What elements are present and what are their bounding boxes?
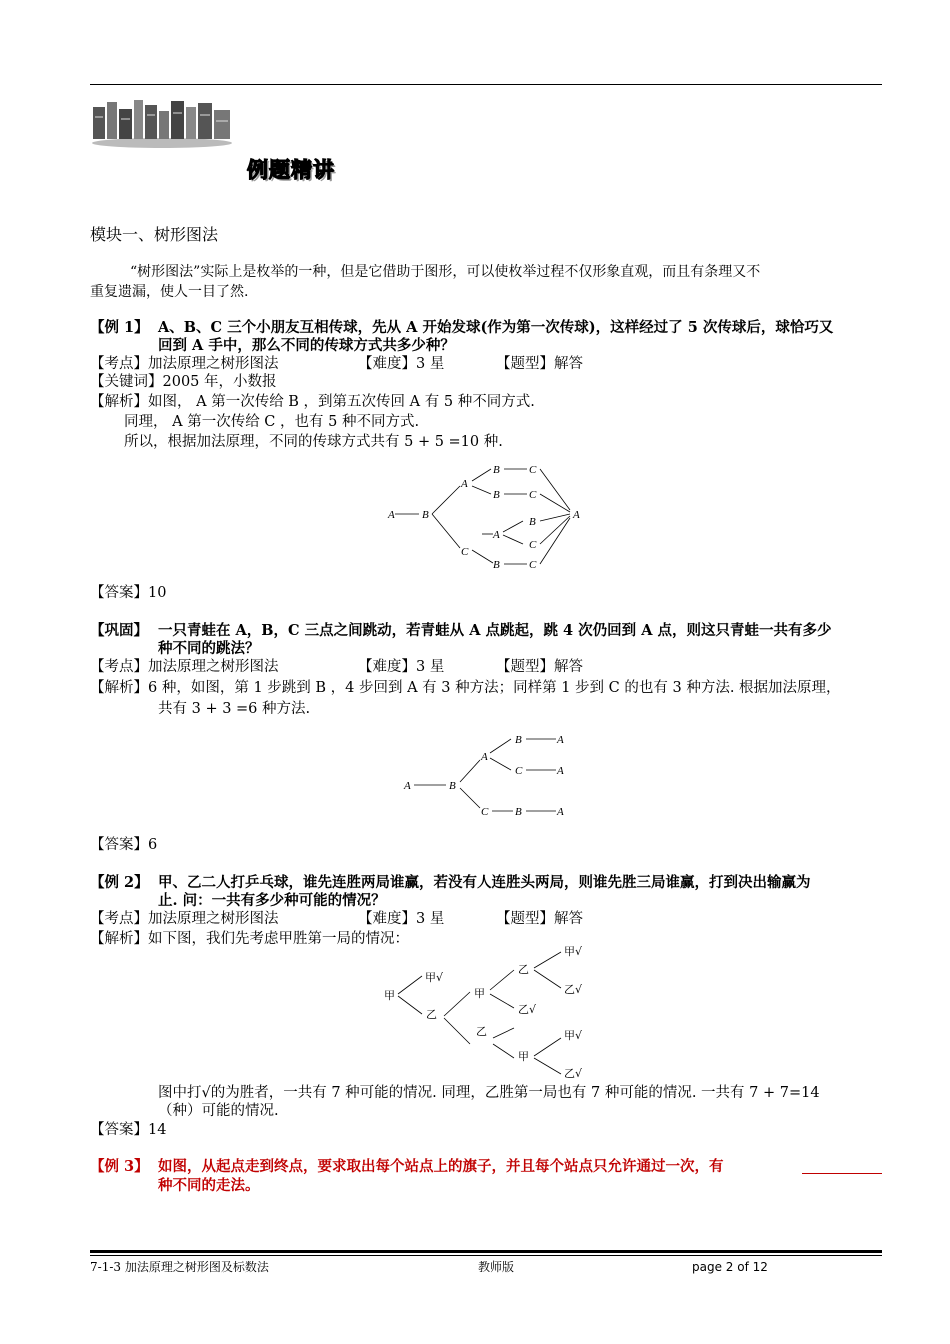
top-rule xyxy=(90,84,882,85)
footer-center: 教师版 xyxy=(478,1260,515,1274)
consolidate-tree-node-2: B xyxy=(449,780,456,792)
books-logo-icon xyxy=(90,97,235,149)
ex2-tree-node-10: 甲 xyxy=(518,1050,529,1063)
ex3-answer-blank xyxy=(802,1173,882,1174)
consolidate-tree-node-10: A xyxy=(557,806,564,818)
ex2-tree-node-9: 乙√ xyxy=(518,1003,537,1016)
ex1-nandu: 【难度】3 星 xyxy=(358,356,445,372)
ex2-tree-node-12: 乙√ xyxy=(564,1067,583,1080)
ex2-tree-node-11: 甲√ xyxy=(564,1029,583,1042)
ex2-tree-node-2: 甲√ xyxy=(425,971,444,984)
ex1-tree-node-3: A xyxy=(461,478,468,490)
ex2-label: 【例 2】 xyxy=(90,874,149,891)
ex1-tree-node-4: C xyxy=(461,546,469,558)
ex1-analysis-1: 【解析】如图， A 第一次传给 B ，到第五次传回 A 有 5 种不同方式. xyxy=(90,394,535,410)
ex1-tree-node-13: C xyxy=(529,559,537,571)
ex2-question-line-1: 甲、乙二人打乒乓球，谁先连胜两局谁赢，若没有人连胜头两局，则谁先胜三局谁赢，打到决出输赢为 xyxy=(158,874,811,891)
footer-left: 7-1-3 加法原理之树形图及标数法 xyxy=(90,1260,269,1274)
ex2-tree-node-4: 甲 xyxy=(474,987,485,1000)
consolidate-kaodian: 【考点】加法原理之树形图法 xyxy=(90,659,279,675)
ex1-tree-node-1: A xyxy=(388,509,395,521)
ex2-nandu: 【难度】3 星 xyxy=(358,911,445,927)
ex1-tree-node-5: B xyxy=(493,464,500,476)
ex2-tixing: 【题型】解答 xyxy=(496,911,583,927)
consolidate-analysis-1: 【解析】6 种，如图，第 1 步跳到 B ，4 步回到 A 有 3 种方法；同样第 1 步到 C 的也有 3 种方法. 根据加法原理， xyxy=(90,680,841,696)
ex1-tree-node-14: A xyxy=(573,509,580,521)
consolidate-nandu: 【难度】3 星 xyxy=(358,659,445,675)
ex1-tree-node-7: B xyxy=(493,489,500,501)
consolidate-tixing: 【题型】解答 xyxy=(496,659,583,675)
ex1-tree-node-8: C xyxy=(529,489,537,501)
consolidate-question-line-1: 一只青蛙在 A，B，C 三点之间跳动，若青蛙从 A 点跳起，跳 4 次仍回到 A 点，则这只青蛙一共有多少 xyxy=(158,622,832,639)
consolidate-tree-node-7: A xyxy=(557,765,564,777)
ex3-question-line-1: 如图，从起点走到终点，要求取出每个站点上的旗子，并且每个站点只允许通过一次，有 xyxy=(158,1158,724,1175)
ex1-label: 【例 1】 xyxy=(90,319,149,336)
footer-rule-thin xyxy=(90,1255,882,1256)
consolidate-question-line-2: 种不同的跳法？ xyxy=(158,640,260,657)
consolidate-tree-node-6: C xyxy=(515,765,523,777)
ex2-tree-node-6: 甲√ xyxy=(564,945,583,958)
ex2-tree-node-8: 乙 xyxy=(476,1025,487,1038)
footer-right: page 2 of 12 xyxy=(692,1260,768,1274)
ex2-tree-node-5: 乙 xyxy=(518,963,529,976)
consolidate-tree-node-4: B xyxy=(515,734,522,746)
consolidate-tree-node-1: A xyxy=(404,780,411,792)
consolidate-label: 【巩固】 xyxy=(90,622,148,639)
ex1-tree-node-6: C xyxy=(529,464,537,476)
ex2-tree-diagram xyxy=(378,940,598,1080)
ex1-kaodian: 【考点】加法原理之树形图法 xyxy=(90,356,279,372)
consolidate-answer: 【答案】6 xyxy=(90,837,158,853)
ex1-tree-node-12: B xyxy=(493,559,500,571)
footer-rule-thick xyxy=(90,1250,882,1253)
ex1-keywords: 【关键词】2005 年，小数报 xyxy=(90,374,277,390)
ex2-tree-node-1: 甲 xyxy=(384,989,395,1002)
ex1-tree-node-10: B xyxy=(529,516,536,528)
ex1-tree-node-9: A xyxy=(493,529,500,541)
ex1-tree-node-2: B xyxy=(422,509,429,521)
ex1-answer: 【答案】10 xyxy=(90,585,167,601)
consolidate-tree-node-8: C xyxy=(481,806,489,818)
consolidate-tree-node-5: A xyxy=(557,734,564,746)
ex2-analysis-1: 【解析】如下图，我们先考虑甲胜第一局的情况： xyxy=(90,931,409,947)
ex2-analysis-3: （种）可能的情况. xyxy=(158,1103,279,1119)
ex1-question-line-1: A、B、C 三个小朋友互相传球，先从 A 开始发球(作为第一次传球)，这样经过了 5 次传球后，球恰巧又 xyxy=(158,319,834,336)
ex1-tree-node-11: C xyxy=(529,539,537,551)
consolidate-tree-node-3: A xyxy=(481,751,488,763)
ex1-question-line-2: 回到 A 手中，那么不同的传球方式共多少种？ xyxy=(158,337,455,354)
consolidate-tree-node-9: B xyxy=(515,806,522,818)
intro-line-1: “树形图法”实际上是枚举的一种，但是它借助于图形，可以使枚举过程不仅形象直观，而且有条理又不 xyxy=(130,264,761,280)
ex1-tixing: 【题型】解答 xyxy=(496,356,583,372)
ex2-question-line-2: 止. 问：一共有多少种可能的情况？ xyxy=(158,892,386,909)
ex1-analysis-3: 所以，根据加法原理，不同的传球方式共有 5 + 5 =10 种. xyxy=(124,434,503,450)
ex1-analysis-2: 同理， A 第一次传给 C ，也有 5 种不同方式. xyxy=(124,414,420,430)
ex2-tree-node-7: 乙√ xyxy=(564,983,583,996)
banner-title: 例题精讲 xyxy=(247,158,335,182)
ex3-label: 【例 3】 xyxy=(90,1158,149,1175)
ex1-tree-diagram xyxy=(380,458,590,576)
ex3-question-line-2: 种不同的走法。 xyxy=(158,1177,260,1194)
ex2-answer: 【答案】14 xyxy=(90,1122,167,1138)
consolidate-tree-diagram xyxy=(398,728,578,828)
consolidate-analysis-2: 共有 3 + 3 =6 种方法. xyxy=(158,701,311,717)
ex2-analysis-2: 图中打√的为胜者，一共有 7 种可能的情况. 同理，乙胜第一局也有 7 种可能的情况. 一共有 7 + 7=14 xyxy=(158,1085,820,1101)
ex2-kaodian: 【考点】加法原理之树形图法 xyxy=(90,911,279,927)
intro-line-2: 重复遗漏，使人一目了然. xyxy=(90,284,249,300)
ex2-tree-node-3: 乙 xyxy=(426,1008,437,1021)
module-title: 模块一、树形图法 xyxy=(90,225,219,244)
